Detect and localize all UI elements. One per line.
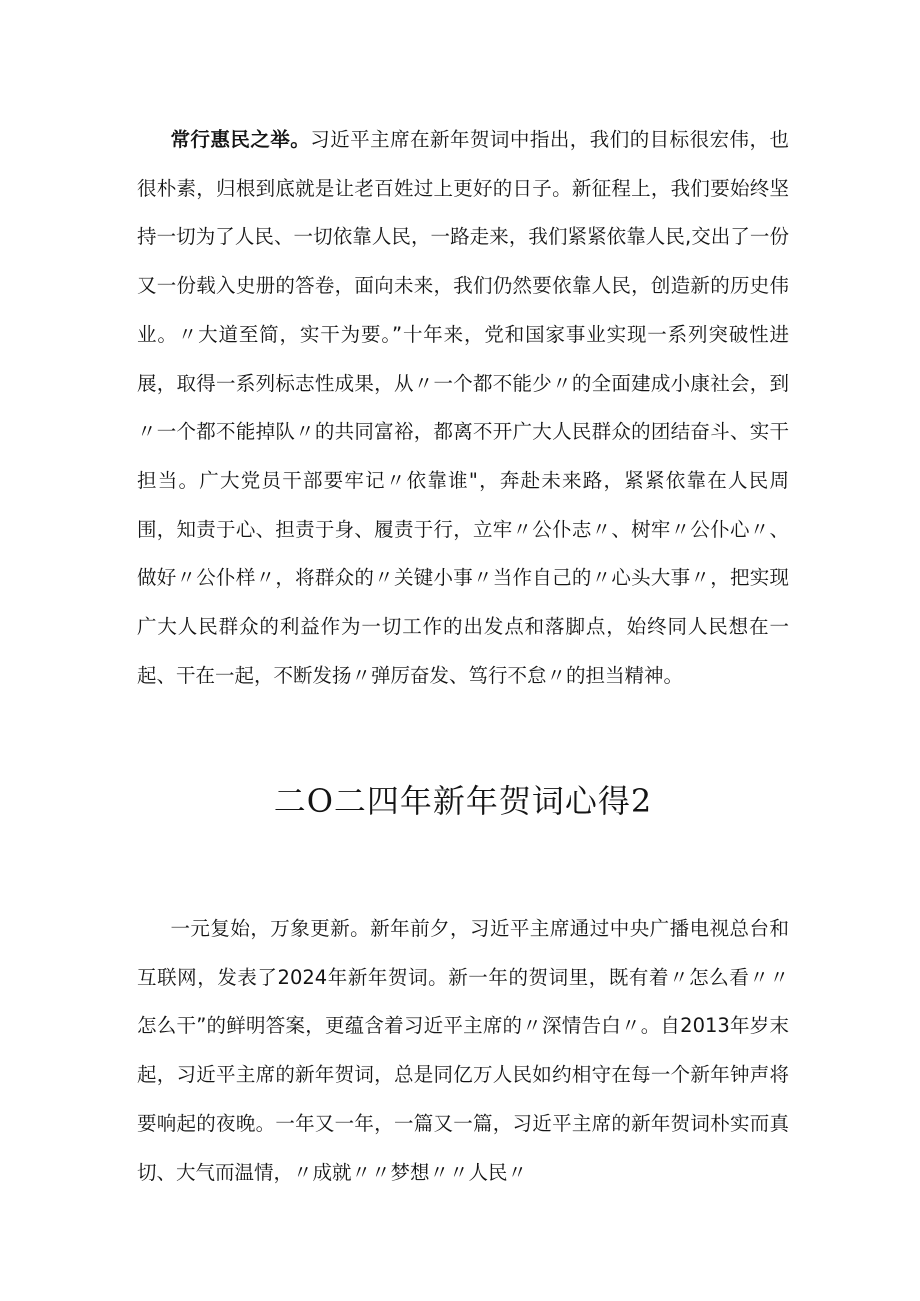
paragraph-body: 一元复始，万象更新。新年前夕，习近平主席通过中央广播电视总台和互联网，发表了2024年新年贺词。新一年的贺词里，既有着〃怎么看〃〃怎么干”的鲜明答案，更蕴含着习近平主席的〃深情告白〃。自2013年岁末起，习近平主席的新年贺词，总是同亿万人民如约相守在每一个新年钟声将要响起的夜晚。一年又一年，一篇又一篇，习近平主席的新年贺词朴实而真切、大气而温情，〃成就〃〃梦想〃〃人民〃 xyxy=(137,917,789,1184)
section-heading: 二O二四年新年贺词心得2 xyxy=(273,782,653,820)
paragraph-2 xyxy=(137,905,789,1197)
paragraph-lead: 常行惠民之举。 xyxy=(170,128,311,151)
paragraph-body: 习近平主席在新年贺词中指出，我们的目标很宏伟，也很朴素，归根到底就是让老百姓过上更好的日子。新征程上，我们要始终坚持一切为了人民、一切依靠人民，一路走来，我们紧紧依靠人民,交出了一份又一份载入史册的答卷，面向未来，我们仍然要依靠人民，创造新的历史伟业。〃大道至简，实干为要。”十年来，党和国家事业实现一系列突破性进展，取得一系列标志性成果，从〃一个都不能少〃的全面建成小康社会，到〃一个都不能掉队〃的共同富裕，都离不开广大人民群众的团结奋斗、实干担当。广大党员干部要牢记〃依靠谁"，奔赴未来路，紧紧依靠在人民周围，知责于心、担责于身、履责于行，立牢〃公仆志〃、树牢〃公仆心〃、做好〃公仆样〃，将群众的〃关键小事〃当作自己的〃心头大事〃，把实现广大人民群众的利益作为一切工作的出发点和落脚点，始终同人民想在一起、干在一起，不断发扬〃弹厉奋发、笃行不怠〃的担当精神。 xyxy=(137,128,789,687)
paragraph-1 xyxy=(137,116,789,700)
